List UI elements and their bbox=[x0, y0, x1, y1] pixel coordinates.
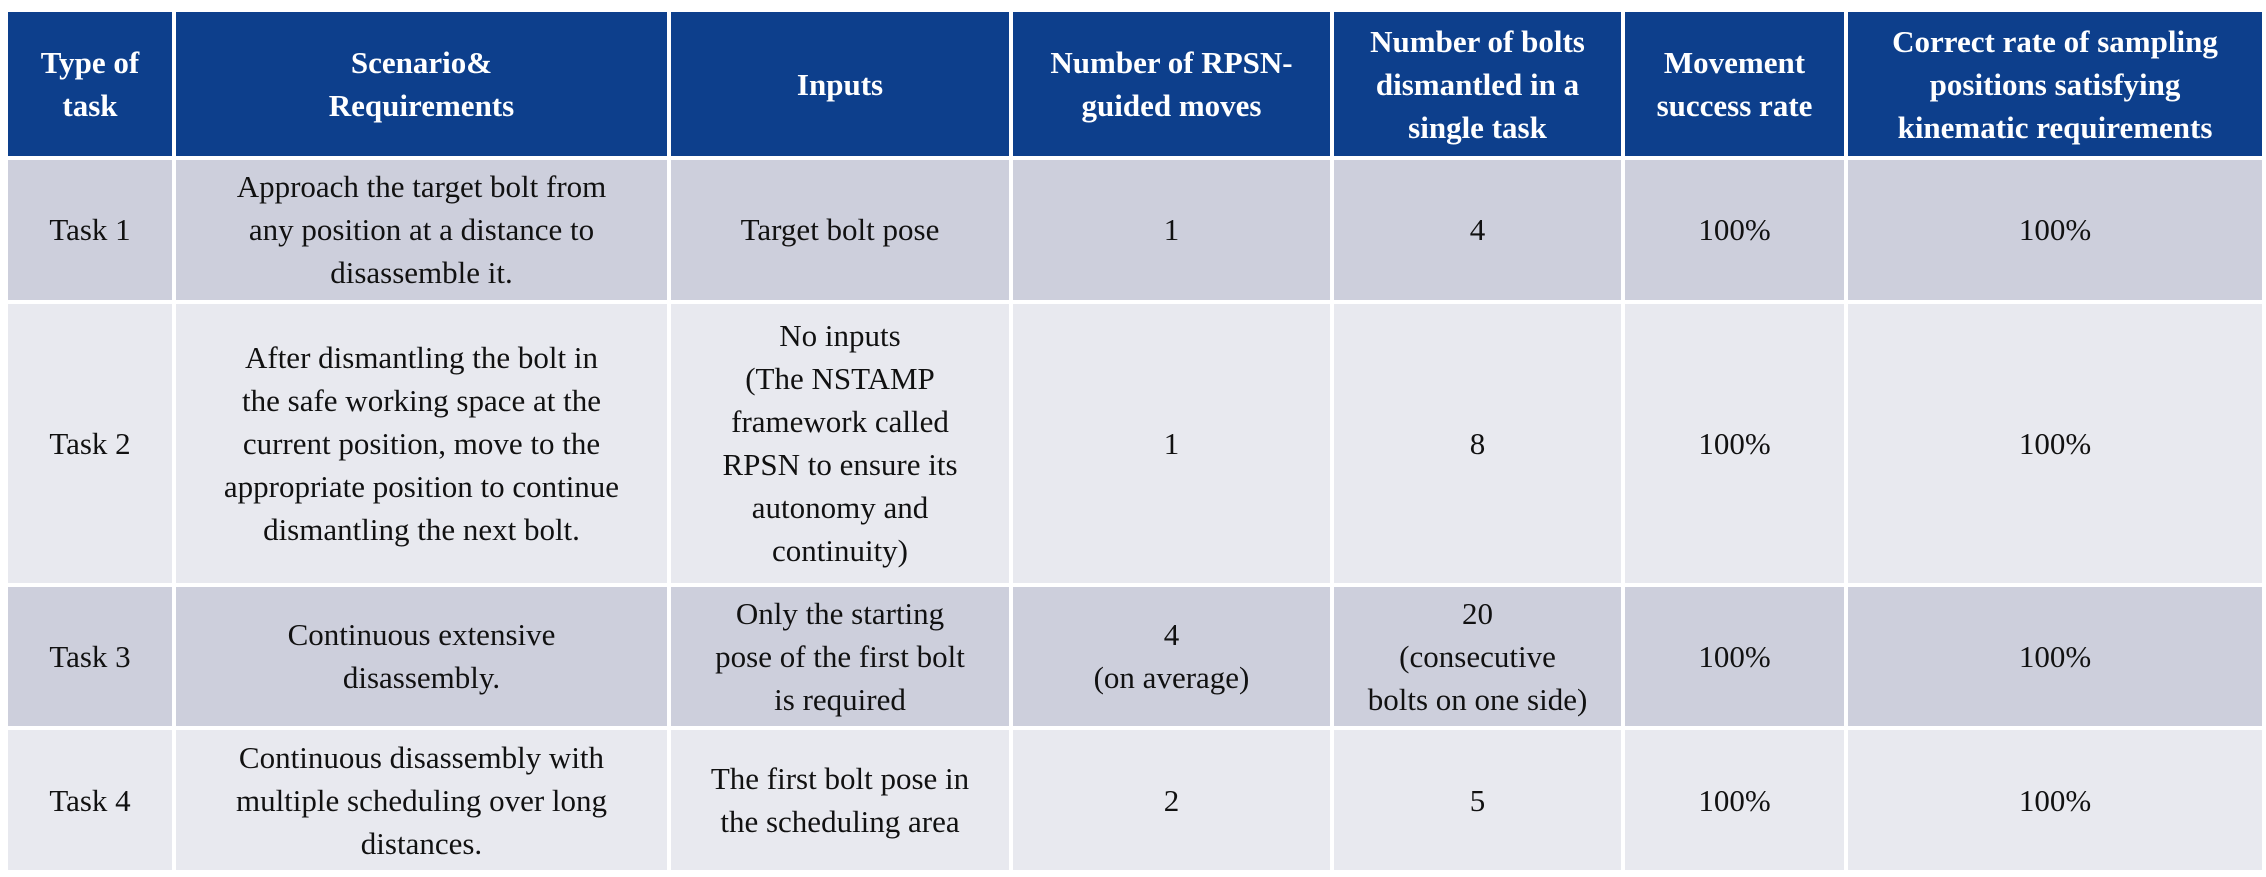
cell-rpsn-moves bbox=[1011, 585, 1332, 729]
cell-scenario bbox=[174, 728, 669, 872]
table-row bbox=[6, 158, 2264, 302]
header-text-line: Inputs bbox=[796, 66, 884, 102]
header-rpsn-guided-moves bbox=[1011, 10, 1332, 158]
cell-rpsn-moves bbox=[1011, 158, 1332, 302]
cell-text-line: 100% bbox=[2018, 425, 2092, 461]
cell-text-line: 100% bbox=[2018, 782, 2092, 818]
cell-text-line: Task 2 bbox=[49, 425, 131, 461]
header-text-line: dismantled in a bbox=[1375, 66, 1580, 102]
cell-text-line: dismantling the next bolt. bbox=[263, 511, 580, 547]
cell-bolts-dismantled bbox=[1332, 728, 1623, 872]
cell-text-line: (consecutive bbox=[1399, 638, 1556, 674]
cell-bolts-dismantled bbox=[1332, 585, 1623, 729]
header-type-of-task bbox=[6, 10, 174, 158]
cell-text-line: 1 bbox=[1163, 212, 1180, 248]
header-text-line: guided moves bbox=[1081, 88, 1262, 123]
cell-text-line: any position at a distance to bbox=[248, 212, 595, 248]
cell-text-line: Target bolt pose bbox=[740, 212, 940, 248]
header-bolts-dismantled bbox=[1332, 10, 1623, 158]
cell-inputs bbox=[669, 585, 1011, 729]
cell-bolts-dismantled bbox=[1332, 158, 1623, 302]
header-row bbox=[6, 10, 2264, 158]
cell-text-line: 4 bbox=[1469, 212, 1486, 248]
cell-inputs bbox=[669, 728, 1011, 872]
cell-sampling-rate bbox=[1846, 585, 2264, 729]
cell-text-line: disassemble it. bbox=[330, 255, 513, 291]
cell-text-line: Task 4 bbox=[49, 782, 131, 818]
cell-text-line: 100% bbox=[1698, 638, 1771, 674]
results-table bbox=[4, 8, 2266, 874]
cell-text-line: current position, move to the bbox=[242, 425, 601, 461]
header-text-line: single task bbox=[1408, 109, 1547, 145]
cell-text-line: Task 3 bbox=[49, 638, 131, 674]
cell-text-line: the scheduling area bbox=[720, 804, 960, 840]
cell-text-line: 100% bbox=[1698, 782, 1771, 818]
cell-success-rate bbox=[1623, 585, 1846, 729]
cell-bolts-dismantled bbox=[1332, 302, 1623, 585]
header-movement-success-rate bbox=[1623, 10, 1846, 158]
cell-text-line: 8 bbox=[1469, 425, 1486, 461]
cell-text-line: No inputs bbox=[779, 318, 901, 354]
header-text-line: positions satisfying bbox=[1929, 66, 2181, 102]
cell-text-line: Continuous disassembly with bbox=[238, 739, 605, 775]
table-row bbox=[6, 585, 2264, 729]
cell-inputs bbox=[669, 302, 1011, 585]
header-text-line: Movement bbox=[1663, 45, 1806, 80]
header-text-line: Scenario& bbox=[350, 45, 493, 80]
cell-scenario bbox=[174, 585, 669, 729]
header-text-line: Number of RPSN- bbox=[1050, 45, 1293, 80]
cell-text-line: 100% bbox=[1698, 425, 1771, 461]
cell-text-line: After dismantling the bolt in bbox=[244, 339, 598, 375]
cell-scenario bbox=[174, 158, 669, 302]
cell-text-line: Continuous extensive bbox=[287, 617, 556, 653]
cell-success-rate bbox=[1623, 302, 1846, 585]
cell-text-line: the safe working space at the bbox=[242, 382, 601, 418]
cell-text-line: Task 1 bbox=[49, 212, 131, 248]
header-text-line: task bbox=[62, 88, 118, 123]
cell-task-type bbox=[6, 302, 174, 585]
cell-sampling-rate bbox=[1846, 302, 2264, 585]
table-row bbox=[6, 728, 2264, 872]
cell-success-rate bbox=[1623, 728, 1846, 872]
header-correct-sampling-rate bbox=[1846, 10, 2264, 158]
cell-text-line: autonomy and bbox=[751, 490, 929, 526]
cell-text-line: 20 bbox=[1462, 595, 1493, 631]
header-text-line: Number of bolts bbox=[1370, 23, 1585, 59]
cell-text-line: bolts on one side) bbox=[1367, 681, 1588, 717]
header-text-line: Requirements bbox=[328, 88, 515, 123]
cell-text-line: The first bolt pose in bbox=[710, 761, 970, 797]
cell-text-line: 100% bbox=[2018, 212, 2092, 248]
cell-text-line: RPSN to ensure its bbox=[722, 447, 958, 483]
header-text-line: kinematic requirements bbox=[1897, 109, 2213, 145]
cell-text-line: (The NSTAMP bbox=[745, 361, 935, 397]
cell-text-line: continuity) bbox=[771, 533, 909, 569]
cell-rpsn-moves bbox=[1011, 302, 1332, 585]
cell-text-line: framework called bbox=[731, 404, 949, 440]
cell-scenario bbox=[174, 302, 669, 585]
cell-text-line: 1 bbox=[1163, 425, 1180, 461]
header-inputs bbox=[669, 10, 1011, 158]
cell-inputs bbox=[669, 158, 1011, 302]
cell-text-line: Approach the target bolt from bbox=[236, 169, 607, 205]
cell-task-type bbox=[6, 158, 174, 302]
cell-text-line: appropriate position to continue bbox=[223, 468, 620, 504]
cell-task-type bbox=[6, 728, 174, 872]
header-scenario-requirements bbox=[174, 10, 669, 158]
cell-text-line: is required bbox=[774, 681, 906, 717]
cell-text-line: Only the starting bbox=[735, 595, 945, 631]
header-text-line: Type of bbox=[40, 45, 140, 80]
cell-success-rate bbox=[1623, 158, 1846, 302]
cell-sampling-rate bbox=[1846, 728, 2264, 872]
cell-text-line: 2 bbox=[1163, 782, 1180, 818]
header-text-line: Correct rate of sampling bbox=[1892, 23, 2218, 59]
cell-text-line: 100% bbox=[1698, 212, 1771, 248]
cell-rpsn-moves bbox=[1011, 728, 1332, 872]
cell-text-line: (on average) bbox=[1093, 660, 1250, 696]
cell-text-line: pose of the first bolt bbox=[715, 638, 965, 674]
cell-text-line: 100% bbox=[2018, 638, 2092, 674]
cell-text-line: disassembly. bbox=[342, 660, 501, 696]
cell-task-type bbox=[6, 585, 174, 729]
cell-text-line: 4 bbox=[1163, 617, 1180, 653]
cell-sampling-rate bbox=[1846, 158, 2264, 302]
cell-text-line: 5 bbox=[1469, 782, 1486, 818]
header-text-line: success rate bbox=[1656, 88, 1813, 123]
table-body bbox=[6, 158, 2264, 872]
cell-text-line: multiple scheduling over long bbox=[235, 782, 608, 818]
table-row bbox=[6, 302, 2264, 585]
cell-text-line: distances. bbox=[360, 825, 483, 861]
